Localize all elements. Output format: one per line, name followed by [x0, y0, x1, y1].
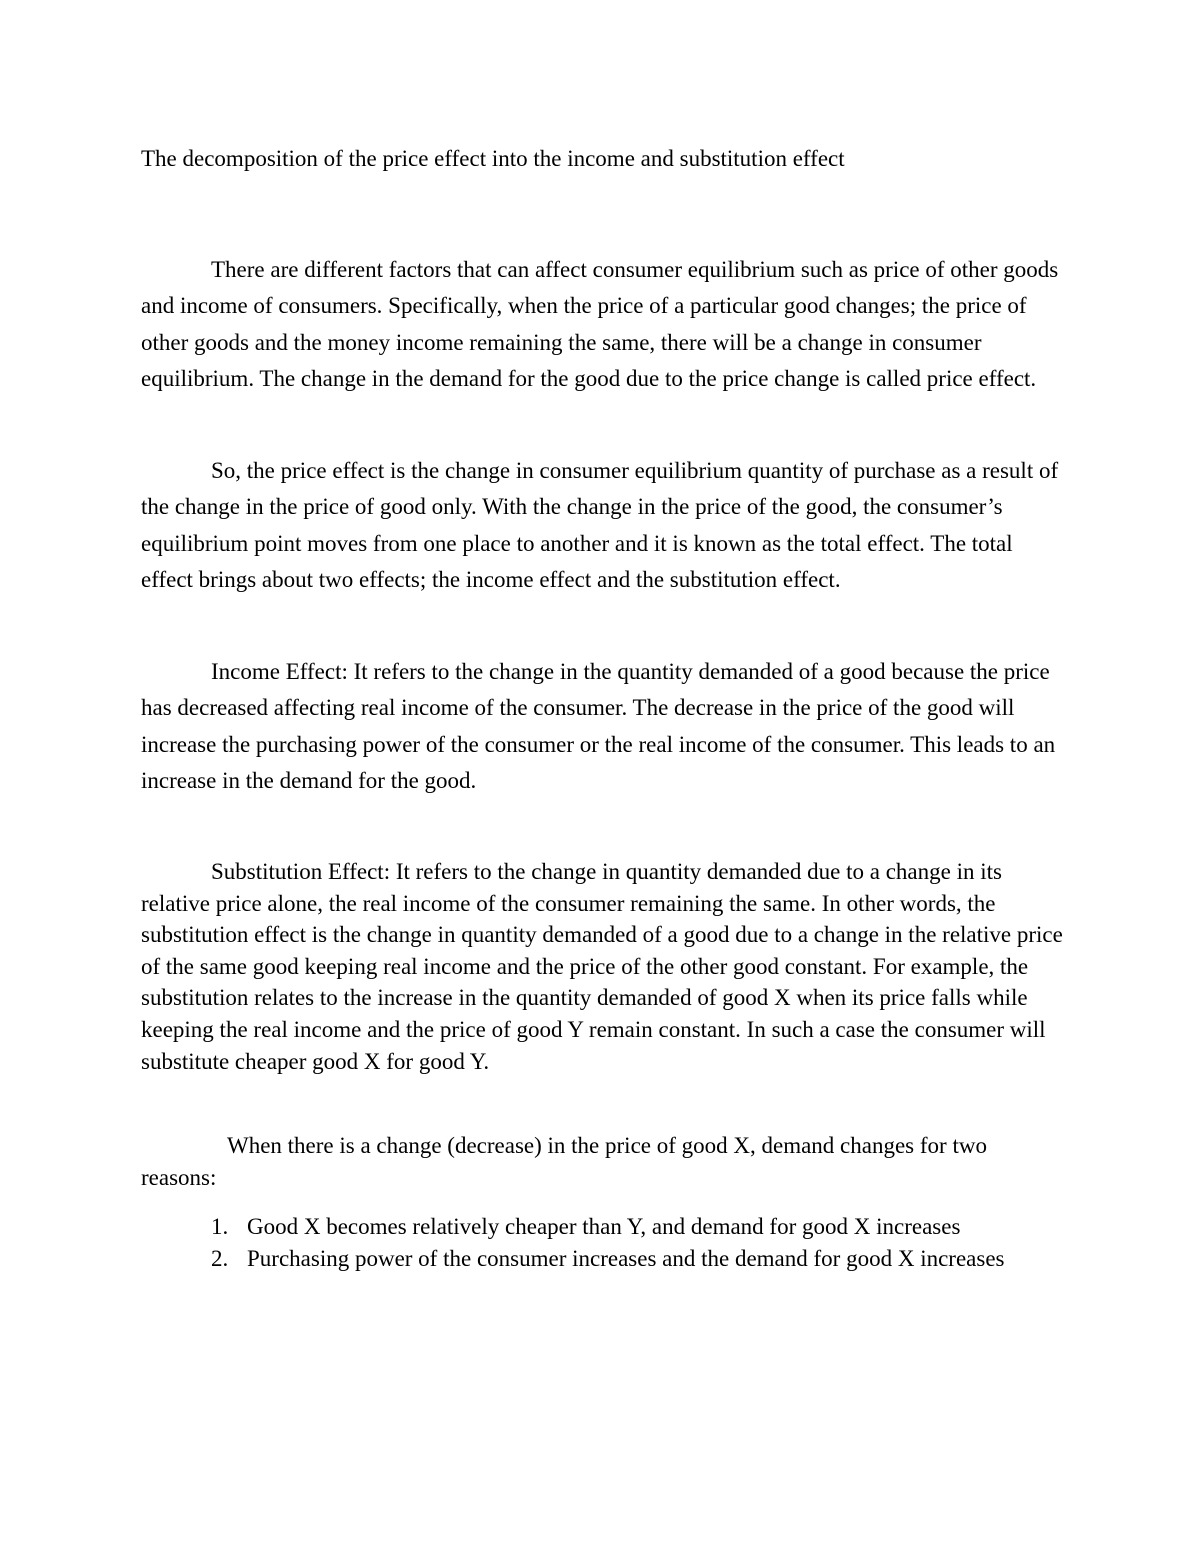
paragraph-substitution-effect: Substitution Effect: It refers to the change in quantity demanded due to a change in its relative price alone, the real income of the consumer remaining the same. In other words, the substitution effect is the change in quantity demanded of a good due to a change in the relative price of the same good keeping real income and the price of the other good constant. For example, the substitution relates to the increase in the quantity demanded of good X when its price falls while keeping the real income and the price of good Y remain constant. In such a case the consumer will substitute cheaper good X for good Y. [141, 859, 1063, 1074]
document-title: The decomposition of the price effect into the income and substitution effect [141, 146, 845, 171]
paragraph-two-reasons: When there is a change (decrease) in the price of good X, demand changes for two reasons: [141, 1133, 987, 1190]
list-item-number: 1. [211, 1214, 229, 1239]
paragraph-price-effect-intro: There are different factors that can affect consumer equilibrium such as price of other goods and income of consumers. Specifically, when the price of a particular good changes; the price of other goods and the money income remaining the same, there will be a change in consumer equilibrium. The change in the demand for the good due to the price change is called price effect. [141, 257, 1059, 392]
list-item [141, 1211, 1063, 1243]
paragraph-income-effect: Income Effect: It refers to the change in the quantity demanded of a good because the price has decreased affecting real income of the consumer. The decrease in the price of the good will increase the purchasing power of the consumer or the real income of the consumer. This leads to an increase in the demand for the good. [141, 659, 1056, 794]
reasons-list [141, 1211, 1063, 1274]
list-item-number: 2. [211, 1245, 229, 1271]
list-item [141, 1243, 1063, 1275]
list-item-text: Purchasing power of the consumer increases and the demand for good X increases [247, 1245, 1005, 1271]
paragraph-total-effect: So, the price effect is the change in consumer equilibrium quantity of purchase as a result of the change in the price of good only. With the change in the price of the good, the consumer’s equilibrium point moves from one place to another and it is known as the total effect. The total effect brings about two effects; the income effect and the substitution effect. [141, 458, 1059, 593]
list-item-text: Good X becomes relatively cheaper than Y, and demand for good X increases [247, 1214, 961, 1239]
